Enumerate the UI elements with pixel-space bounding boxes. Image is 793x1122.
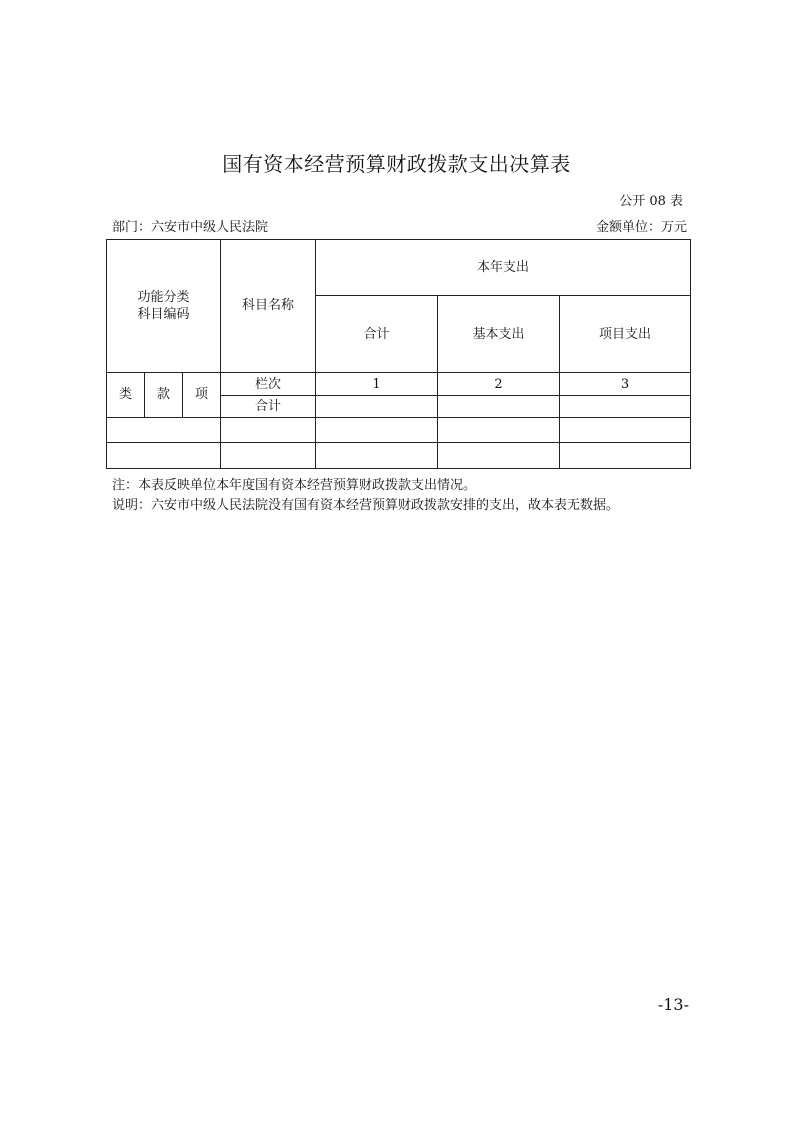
column-no-3: 3: [560, 372, 691, 396]
func-class-header: [107, 240, 221, 373]
total-row-label: 合计: [221, 396, 316, 417]
column-no-1: 1: [316, 372, 438, 396]
column-no-label: 栏次: [221, 372, 316, 396]
department-label: 部门：六安市中级人民法院: [112, 220, 269, 235]
xiang-header: 项: [183, 372, 221, 417]
table-row: [107, 443, 691, 469]
amount-unit-label: 金额单位：万元: [595, 220, 687, 235]
subject-name-header: 科目名称: [221, 240, 316, 373]
table-cell: [438, 417, 560, 443]
table-cell: [438, 396, 560, 417]
table-cell: [438, 443, 560, 469]
column-no-2: 2: [438, 372, 560, 396]
table-cell: [107, 417, 221, 443]
table-cell: [221, 443, 316, 469]
table-cell: [316, 417, 438, 443]
expenditure-table: [106, 239, 691, 469]
table-note: 注：本表反映单位本年度国有资本经营预算财政拨款支出情况。: [112, 478, 477, 493]
page-number: -13-: [657, 995, 689, 1014]
total-header: 合计: [316, 296, 438, 373]
table-cell: [560, 396, 691, 417]
table-cell: [316, 396, 438, 417]
table-cell: [560, 443, 691, 469]
basic-header: 基本支出: [438, 296, 560, 373]
page-title: 国有资本经营预算财政拨款支出决算表: [222, 152, 571, 176]
func-class-line1: 功能分类: [137, 289, 190, 305]
table-cell: [221, 417, 316, 443]
kuan-header: 款: [145, 372, 183, 417]
project-header: 项目支出: [560, 296, 691, 373]
func-class-line2: 科目编码: [137, 306, 190, 322]
lei-header: 类: [107, 372, 145, 417]
table-explanation: 说明：六安市中级人民法院没有国有资本经营预算财政拨款安排的支出，故本表无数据。: [112, 498, 620, 513]
table-cell: [560, 417, 691, 443]
table-cell: [316, 443, 438, 469]
current-year-header: 本年支出: [316, 240, 691, 296]
table-row: [107, 417, 691, 443]
table-cell: [107, 443, 221, 469]
form-number: 公开 08 表: [619, 194, 683, 209]
